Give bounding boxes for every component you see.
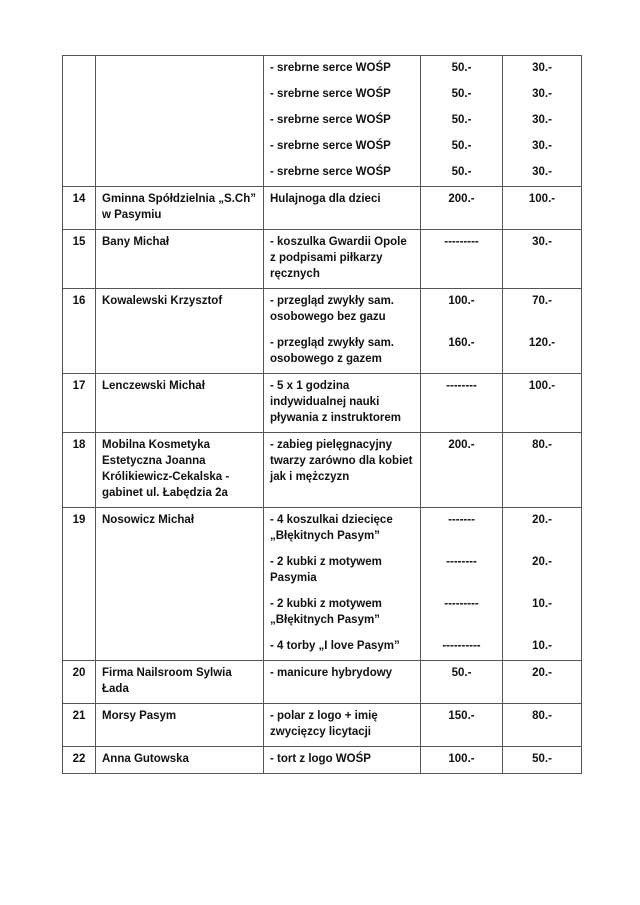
item-value: 50.- xyxy=(451,140,472,152)
starting-price: 30.- xyxy=(532,140,552,152)
starting-price: 30.- xyxy=(532,236,552,248)
item-description: - 2 kubki z motywem „Błękitnych Pasym” xyxy=(270,598,382,626)
row-number: 16 xyxy=(63,289,96,374)
starting-price: 100.- xyxy=(528,193,556,205)
item-description: - manicure hybrydowy xyxy=(270,667,393,679)
table-row xyxy=(63,374,582,433)
item-value: 50.- xyxy=(451,166,472,178)
item-cell xyxy=(264,56,421,187)
item-value: 100.- xyxy=(448,295,475,307)
table-row xyxy=(63,747,582,774)
table-row xyxy=(63,508,582,661)
donor-name: Morsy Pasym xyxy=(96,704,264,747)
item-value: -------- xyxy=(446,556,477,568)
row-number xyxy=(63,56,96,187)
row-number: 17 xyxy=(63,374,96,433)
start-cell xyxy=(503,374,582,433)
starting-price: 20.- xyxy=(532,667,552,679)
row-number: 18 xyxy=(63,433,96,508)
starting-price: 70.- xyxy=(532,295,552,307)
table-row xyxy=(63,661,582,704)
starting-price: 80.- xyxy=(532,710,552,722)
start-cell xyxy=(503,230,582,289)
donor-name: Firma Nailsroom Sylwia Łada xyxy=(96,661,264,704)
item-description: - zabieg pielęgnacyjny twarzy zarówno dla kobiet jak i mężczyzn xyxy=(270,439,413,483)
table-row xyxy=(63,56,582,187)
item-description: - 2 kubki z motywem Pasymia xyxy=(270,556,382,584)
starting-price: 50.- xyxy=(532,753,552,765)
row-number: 19 xyxy=(63,508,96,661)
starting-price: 30.- xyxy=(532,88,552,100)
item-description: - 4 koszulkai dziecięce „Błękitnych Pasym” xyxy=(270,514,393,542)
val-cell xyxy=(421,289,503,374)
item-value: --------- xyxy=(444,236,479,248)
donor-name: Anna Gutowska xyxy=(96,747,264,774)
row-number: 14 xyxy=(63,187,96,230)
donor-name: Gminna Spółdzielnia „S.Ch” w Pasymiu xyxy=(96,187,264,230)
val-cell xyxy=(421,374,503,433)
item-value: -------- xyxy=(446,380,477,392)
start-cell xyxy=(503,661,582,704)
val-cell xyxy=(421,704,503,747)
item-value: 50.- xyxy=(451,88,472,100)
table-row xyxy=(63,230,582,289)
item-value: 150.- xyxy=(448,710,475,722)
val-cell xyxy=(421,433,503,508)
starting-price: 80.- xyxy=(532,439,552,451)
val-cell xyxy=(421,187,503,230)
item-description: - srebrne serce WOŚP xyxy=(270,140,391,152)
donor-name: Kowalewski Krzysztof xyxy=(96,289,264,374)
donor-name: Bany Michał xyxy=(96,230,264,289)
item-cell xyxy=(264,508,421,661)
start-cell xyxy=(503,289,582,374)
row-number: 22 xyxy=(63,747,96,774)
start-cell xyxy=(503,187,582,230)
start-cell xyxy=(503,56,582,187)
row-number: 15 xyxy=(63,230,96,289)
item-value: 200.- xyxy=(448,193,475,205)
val-cell xyxy=(421,747,503,774)
starting-price: 30.- xyxy=(532,114,552,126)
donor-name: Lenczewski Michał xyxy=(96,374,264,433)
item-description: - 5 x 1 godzina indywidualnej nauki pływania z instruktorem xyxy=(270,380,402,424)
item-description: - przegląd zwykły sam. osobowego z gazem xyxy=(270,337,394,365)
item-value: --------- xyxy=(444,598,479,610)
table-row xyxy=(63,433,582,508)
starting-price: 30.- xyxy=(532,62,552,74)
item-value: 100.- xyxy=(448,753,475,765)
item-description: - 4 torby „I love Pasym” xyxy=(270,640,400,652)
row-number: 21 xyxy=(63,704,96,747)
starting-price: 10.- xyxy=(532,640,552,652)
item-description: - przegląd zwykły sam. osobowego bez gazu xyxy=(270,295,394,323)
item-value: 50.- xyxy=(451,114,472,126)
start-cell xyxy=(503,747,582,774)
starting-price: 30.- xyxy=(532,166,552,178)
item-cell xyxy=(264,433,421,508)
start-cell xyxy=(503,433,582,508)
start-cell xyxy=(503,704,582,747)
item-value: ------- xyxy=(448,514,475,526)
item-description: - koszulka Gwardii Opole z podpisami piłkarzy ręcznych xyxy=(270,236,407,280)
item-value: 160.- xyxy=(448,337,475,349)
item-description: - srebrne serce WOŚP xyxy=(270,166,391,178)
item-cell xyxy=(264,187,421,230)
table-row xyxy=(63,704,582,747)
table-body xyxy=(63,56,582,774)
donor-name: Mobilna Kosmetyka Estetyczna Joanna Królikiewicz-Cekalska - gabinet ul. Łabędzia 2a xyxy=(96,433,264,508)
item-cell xyxy=(264,374,421,433)
val-cell xyxy=(421,508,503,661)
val-cell xyxy=(421,661,503,704)
table-row xyxy=(63,289,582,374)
starting-price: 120.- xyxy=(528,337,556,349)
row-number: 20 xyxy=(63,661,96,704)
item-value: 50.- xyxy=(451,667,472,679)
item-description: - tort z logo WOŚP xyxy=(270,753,371,765)
donor-name xyxy=(96,56,264,187)
item-description: - srebrne serce WOŚP xyxy=(270,88,391,100)
item-value: ---------- xyxy=(442,640,481,652)
item-cell xyxy=(264,661,421,704)
starting-price: 10.- xyxy=(532,598,552,610)
auction-items-table xyxy=(62,55,582,774)
item-description: Hulajnoga dla dzieci xyxy=(270,193,381,205)
item-description: - polar z logo + imię zwycięzcy licytacji xyxy=(270,710,378,738)
starting-price: 20.- xyxy=(532,556,552,568)
table-row xyxy=(63,187,582,230)
start-cell xyxy=(503,508,582,661)
starting-price: 100.- xyxy=(528,380,556,392)
item-description: - srebrne serce WOŚP xyxy=(270,114,391,126)
val-cell xyxy=(421,56,503,187)
item-cell xyxy=(264,289,421,374)
val-cell xyxy=(421,230,503,289)
item-value: 50.- xyxy=(451,62,472,74)
donor-name: Nosowicz Michał xyxy=(96,508,264,661)
starting-price: 20.- xyxy=(532,514,552,526)
item-description: - srebrne serce WOŚP xyxy=(270,62,391,74)
item-value: 200.- xyxy=(448,439,475,451)
item-cell xyxy=(264,747,421,774)
item-cell xyxy=(264,704,421,747)
item-cell xyxy=(264,230,421,289)
